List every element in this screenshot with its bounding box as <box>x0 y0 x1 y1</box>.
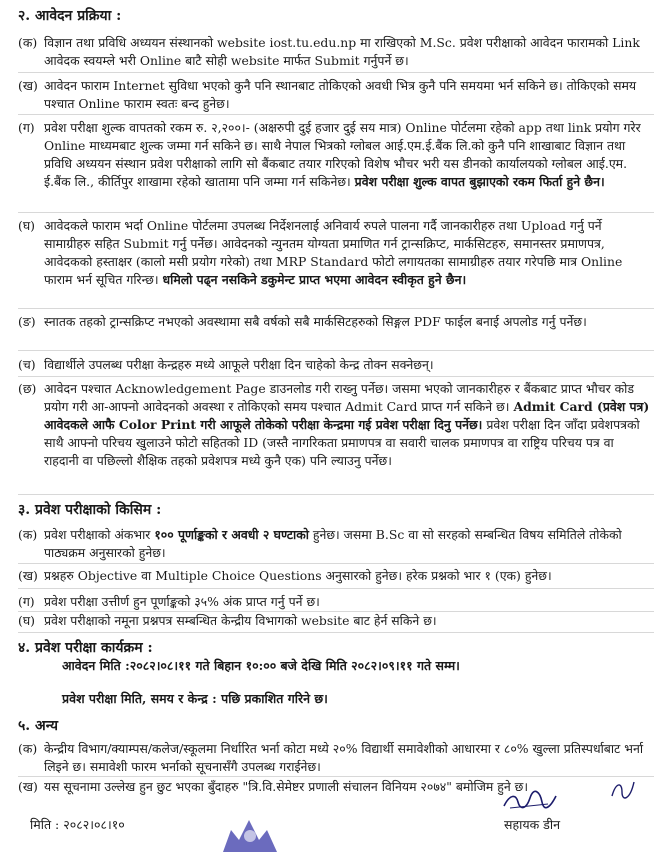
item-bold-text: १०० पूर्णाङ्कको र अवधी २ घण्टाको <box>154 527 309 542</box>
item-bold-text: प्रवेश परीक्षा शुल्क वापत बुझाएको रकम फिर्ता हुने छैन। <box>354 174 605 189</box>
signatory-title: सहायक डीन <box>504 817 561 832</box>
list-item <box>18 217 650 289</box>
notice-date: मिति : २०८२।०८।१० <box>30 817 125 832</box>
divider <box>18 563 654 564</box>
item-tail-text: हुनेछ। जसमा B.Sc वा सो सरहको सम्बन्धित विषय समितिले तोकेको पाठ्यक्रम अनुसारको हुनेछ। <box>44 527 622 560</box>
list-item <box>18 612 650 630</box>
item-label: (क) <box>18 527 38 542</box>
divider <box>18 308 654 309</box>
item-label: (ङ) <box>18 314 36 329</box>
divider <box>18 114 654 115</box>
item-label: (च) <box>18 357 36 372</box>
list-item <box>18 356 650 374</box>
list-item <box>18 313 650 331</box>
item-label: (ग) <box>18 120 35 135</box>
item-tail-text: प्रवेश परीक्षा दिन जाँदा प्रवेशपत्रको साथै आफ्नो परिचय खुलाउने फोटो सहितको ID (जस्तै नागरिकता प्रमाणपत्र वा सवारी चालक प्रमाणपत्र वा राष्ट्रिय परिचय पत्र वा राहदानी वा पछिल्लो शैक्षिक तहको प्रवेशपत्र मध्ये कुनै एक) पनि ल्याउनु पर्नेछ। <box>44 417 640 468</box>
item-bold-text: धमिलो पढ्न नसकिने डकुमेन्ट प्राप्त भएमा आवेदन स्वीकृत हुने छैन। <box>162 272 467 287</box>
list-item <box>18 380 650 470</box>
item-bold-text: Admit Card (प्रवेश पत्र) आवेदकले आफै Color Print गरी आफूले तोकेको परीक्षा केन्द्रमा गई प्रवेश परीक्षा दिनु पर्नेछ। <box>44 399 650 432</box>
divider <box>18 72 654 73</box>
item-text: प्रवेश परीक्षाको अंकभार <box>44 527 151 542</box>
initials-mark <box>608 776 638 802</box>
list-item <box>18 593 650 611</box>
list-item <box>18 34 650 70</box>
item-label: (क) <box>18 35 38 50</box>
divider <box>18 776 654 777</box>
item-text: प्रवेश परीक्षा शुल्क वापतको रकम रु. २,२००।- (अक्षरुपी दुई हजार दुई सय मात्र) Online पोर्टलमा रहेको app तथा link प्रयोग गरेर Online माध्यमबाट शुल्क जम्मा गर्न सकिने छ। साथै नेपाल भित्रको ग्लोबल आई.एम.ई.बैंक लि.को कुनै पनि शाखाबाट विज्ञान तथा प्रविधि अध्ययन संस्थान प्रवेश परीक्षाको लागि सो बैंकबाट तयार गरिएको विशेष भौचर भरी यस डीनको कार्यालयको ग्लोबल आई.एम. ई.बैंक लि., कीर्तिपुर शाखामा रहेको खातामा पनि जम्मा गर्न सकिनेछ। <box>44 120 641 189</box>
item-label: (ख) <box>18 779 38 794</box>
list-item <box>18 77 650 113</box>
item-label: (क) <box>18 741 38 756</box>
list-item <box>18 567 650 585</box>
item-label: (छ) <box>18 381 37 396</box>
list-item <box>18 119 650 191</box>
item-label: (ख) <box>18 78 38 93</box>
item-label: (घ) <box>18 613 35 628</box>
list-item <box>18 740 650 776</box>
divider <box>18 376 654 377</box>
item-text: विद्यार्थीले उपलब्ध परीक्षा केन्द्रहरु मध्ये आफूले परीक्षा दिन चाहेको केन्द्र तोक्न सक्नेछन्। <box>44 357 434 372</box>
section-heading-application-process: २. आवेदन प्रक्रिया : <box>18 8 122 24</box>
item-text: प्रश्नहरु Objective वा Multiple Choice Questions अनुसारको हुनेछ। हरेक प्रश्नको भार १ (एक) हुनेछ। <box>44 568 552 583</box>
item-text: आवेदकले फाराम भर्दा Online पोर्टलमा उपलब्ध निर्देशनलाई अनिवार्य रुपले पालना गर्दै जानकारीहरु तथा Upload गर्नु पर्ने सामाग्रीहरु सहित Submit गर्नु पर्नेछ। आवेदनको न्युनतम योग्यता प्रमाणित गर्न ट्रान्सक्रिप्ट, मार्कसिटहरु, समानस्तर प्रमाणपत्र, आवेदकको हस्ताक्षर (कालो मसी प्रयोग गरेको) तथा MRP Standard फोटो लगायतका सामाग्रीहरु तयार गरेपछि मात्र Online फाराम भर्न सूचित गरिन्छ। <box>44 218 623 287</box>
item-text: आवेदन फाराम Internet सुविधा भएको कुनै पनि स्थानबाट तोकिएको अवधी भित्र कुनै पनि समयमा भर्न सकिने छ। तोकिएको समय पश्चात Online फाराम स्वतः बन्द हुनेछ। <box>44 78 637 111</box>
divider <box>18 632 654 633</box>
application-date-text: आवेदन मिति :२०८२।०८।११ गते बिहान १०:०० बजे देखि मिति २०८२।०९।११ गते सम्म। <box>62 658 460 673</box>
section-heading-exam-type: ३. प्रवेश परीक्षाको किसिम : <box>18 502 162 518</box>
item-text: विज्ञान तथा प्रविधि अध्ययन संस्थानको website iost.tu.edu.np मा राखिएको M.Sc. प्रवेश परीक्षाको आवेदन फारामको Link आवेदक स्वयम्ले भरी Online बाटै सोही website मार्फत Submit गर्नुपर्ने छ। <box>44 35 640 68</box>
item-text: प्रवेश परीक्षा उत्तीर्ण हुन पूर्णाङ्कको ३५% अंक प्राप्त गर्नु पर्ने छ। <box>44 594 320 609</box>
item-text: यस सूचनामा उल्लेख हुन छुट भएका बुँदाहरु "त्रि.वि.सेमेष्टर प्रणाली संचालन विनियम २०७४" बमोजिम हुने छ। <box>44 779 529 794</box>
divider <box>18 212 654 213</box>
divider <box>18 494 654 495</box>
section-heading-other: ५. अन्य <box>18 718 58 734</box>
list-item <box>18 526 650 562</box>
divider <box>18 350 654 351</box>
item-text: स्नातक तहको ट्रान्सक्रिप्ट नभएको अवस्थामा सबै वर्षको सबै मार्कसिटहरुको सिङ्गल PDF फाईल बनाई अपलोड गर्नु पर्नेछ। <box>44 314 587 329</box>
exam-info-text: प्रवेश परीक्षा मिति, समय र केन्द्र : पछि प्रकाशित गरिने छ। <box>62 691 328 706</box>
section-heading-exam-schedule: ४. प्रवेश परीक्षा कार्यक्रम : <box>18 640 153 656</box>
item-label: (ग) <box>18 594 35 609</box>
handwritten-signature <box>500 788 560 814</box>
item-text: आवेदन पश्चात Acknowledgement Page डाउनलोड गरी राख्नु पर्नेछ। जसमा भएको जानकारीहरु र बैंकबाट प्राप्त भौचर कोड प्रयोग गरी आ-आफ्नो आवेदनको अवस्था र तोकिएको समय पश्चात Admit Card प्राप्त गर्न सकिने छ। <box>44 381 635 414</box>
official-stamp <box>215 818 285 852</box>
item-text: केन्द्रीय विभाग/क्याम्पस/कलेज/स्कूलमा निर्धारित भर्ना कोटा मध्ये २०% विद्यार्थी समावेशीको आधारमा र ८०% खुल्ला प्रतिस्पर्धाबाट भर्ना लिइने छ। समावेशी फारम भर्नाको सूचनासँगै उपलब्ध गराईनेछ। <box>44 741 644 774</box>
item-text: प्रवेश परीक्षाको नमूना प्रश्नपत्र सम्बन्धित केन्द्रीय विभागको website बाट हेर्न सकिने छ। <box>44 613 437 628</box>
divider <box>18 588 654 589</box>
item-label: (ख) <box>18 568 38 583</box>
item-label: (घ) <box>18 218 35 233</box>
